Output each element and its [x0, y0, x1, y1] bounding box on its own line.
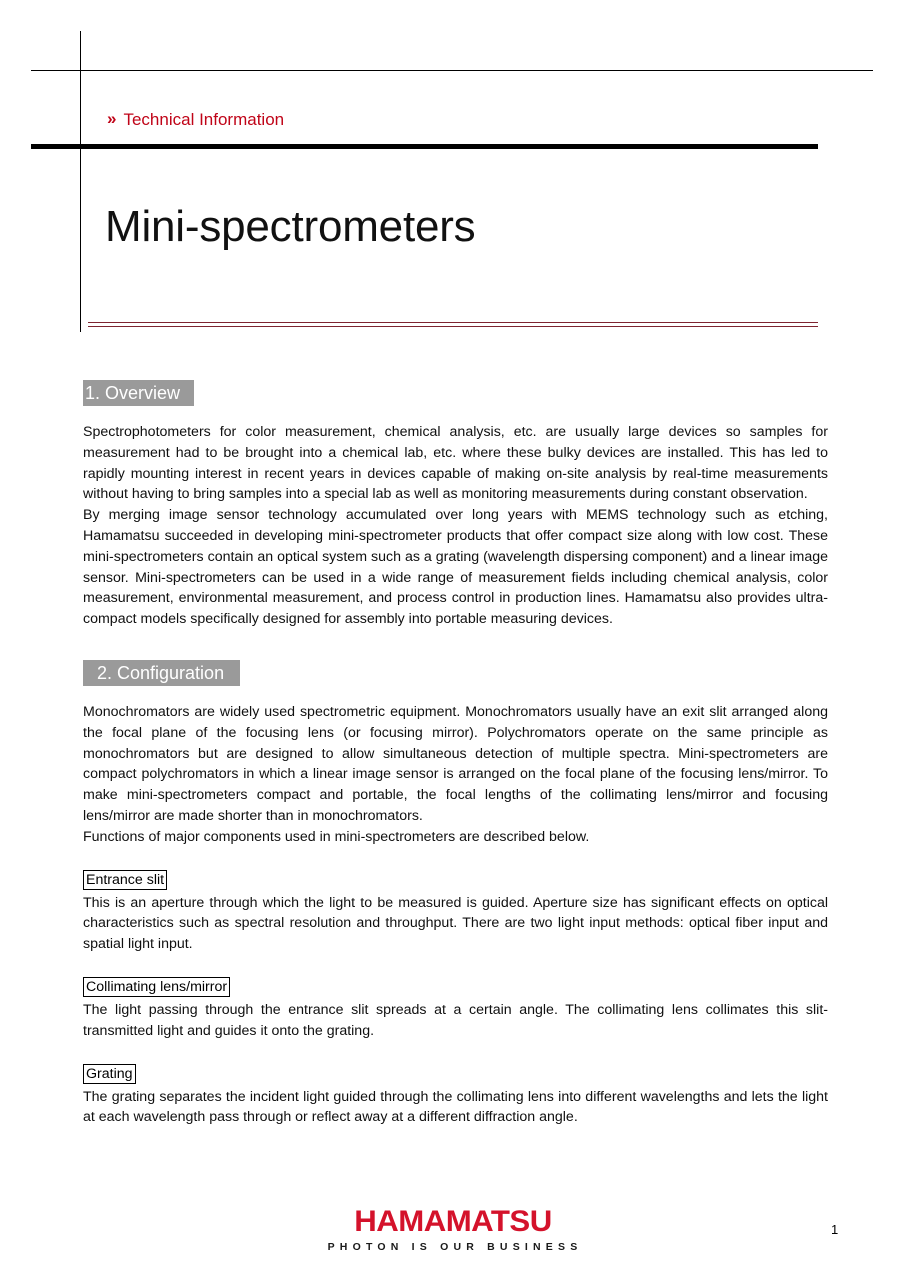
subsection-body-collimating-lens-mirror: The light passing through the entrance slit spreads at a certain angle. The collimating lens collimates this slit-transmitted light and guides it onto the grating.: [83, 1001, 828, 1039]
spacer: [83, 686, 828, 702]
spacer: [83, 406, 828, 422]
header-vertical-rule: [80, 31, 81, 332]
page-number: 1: [831, 1222, 839, 1237]
logo-wordmark: HAMAMATSU: [353, 1205, 552, 1238]
section-overview: [83, 380, 828, 630]
subsection-body-grating: The grating separates the incident light guided through the collimating lens into different wavelengths and lets the light at each wavelength pass through or reflect away at a different diffraction angle.: [83, 1088, 828, 1126]
section-heading-configuration: 2. Configuration: [83, 660, 240, 686]
configuration-paragraph-2: Functions of major components used in mini-spectrometers are described below.: [83, 828, 590, 845]
spacer: [83, 1042, 828, 1064]
hamamatsu-logo: [0, 1207, 905, 1253]
double-chevron-right-icon: »: [107, 109, 115, 128]
section-configuration: [83, 660, 828, 1128]
spacer: [83, 848, 828, 870]
subsection-collimating-lens-mirror: [83, 977, 828, 1042]
spacer: [83, 630, 828, 660]
subsection-body-entrance-slit: This is an aperture through which the light to be measured is guided. Aperture size has significant effects on optical characteristics such as spectral resolution and throughput. There are two light input methods: optical fiber input and spatial light input.: [83, 894, 828, 953]
section-heading-overview: 1. Overview: [83, 380, 194, 406]
overview-paragraph-2: By merging image sensor technology accumulated over long years with MEMS technology such as etching, Hamamatsu succeeded in developing mini-spectrometer products that offer compact size along with low cost. These mini-spectrometers contain an optical system such as a grating (wavelength dispersing component) and a linear image sensor. Mini-spectrometers can be used in a wide range of measurement fields including chemical analysis, color measurement, environmental measurement, and process control in production lines. Hamamatsu also provides ultra-compact models specifically designed for assembly into portable measuring devices.: [83, 507, 828, 628]
kicker-label: Technical Information: [123, 110, 285, 129]
subsection-heading-entrance-slit: Entrance slit: [83, 870, 167, 890]
spacer: [83, 955, 828, 977]
rule-line-lower: [88, 326, 818, 327]
configuration-paragraph-1: Monochromators are widely used spectrometric equipment. Monochromators usually have an exit slit arranged along the focal plane of the focusing lens (or focusing mirror). Polychromators operate on the same principle as monochromators but are designed to allow simultaneous detection of multiple spectra. Mini-spectrometers are compact polychromators in which a linear image sensor is arranged on the focal plane of the focusing lens/mirror. To make mini-spectrometers compact and portable, the focal lengths of the collimating lens/mirror and focusing lens/mirror are made shorter than in monochromators.: [83, 703, 828, 824]
subsection-heading-grating: Grating: [83, 1064, 136, 1084]
title-double-rule: [88, 322, 818, 327]
subsection-grating: [83, 1064, 828, 1129]
subsection-entrance-slit: [83, 870, 828, 955]
technical-information-kicker: [107, 111, 284, 128]
overview-paragraph-1: Spectrophotometers for color measurement, chemical analysis, etc. are usually large devices so samples for measurement had to be brought into a chemical lab, etc. where these bulky devices are installed. This has led to rapidly mounting interest in recent years in devices capable of making on-site analysis by real-time measurements without having to bring samples into a special lab as well as monitoring measurements during constant observation.: [83, 424, 828, 503]
document-body: [83, 380, 828, 1128]
logo-tagline: PHOTON IS OUR BUSINESS: [327, 1241, 583, 1253]
page-title: Mini-spectrometers: [105, 202, 476, 251]
header-thick-rule: [31, 144, 818, 149]
subsection-heading-collimating-lens-mirror: Collimating lens/mirror: [83, 977, 230, 997]
header-top-rule: [31, 70, 873, 71]
